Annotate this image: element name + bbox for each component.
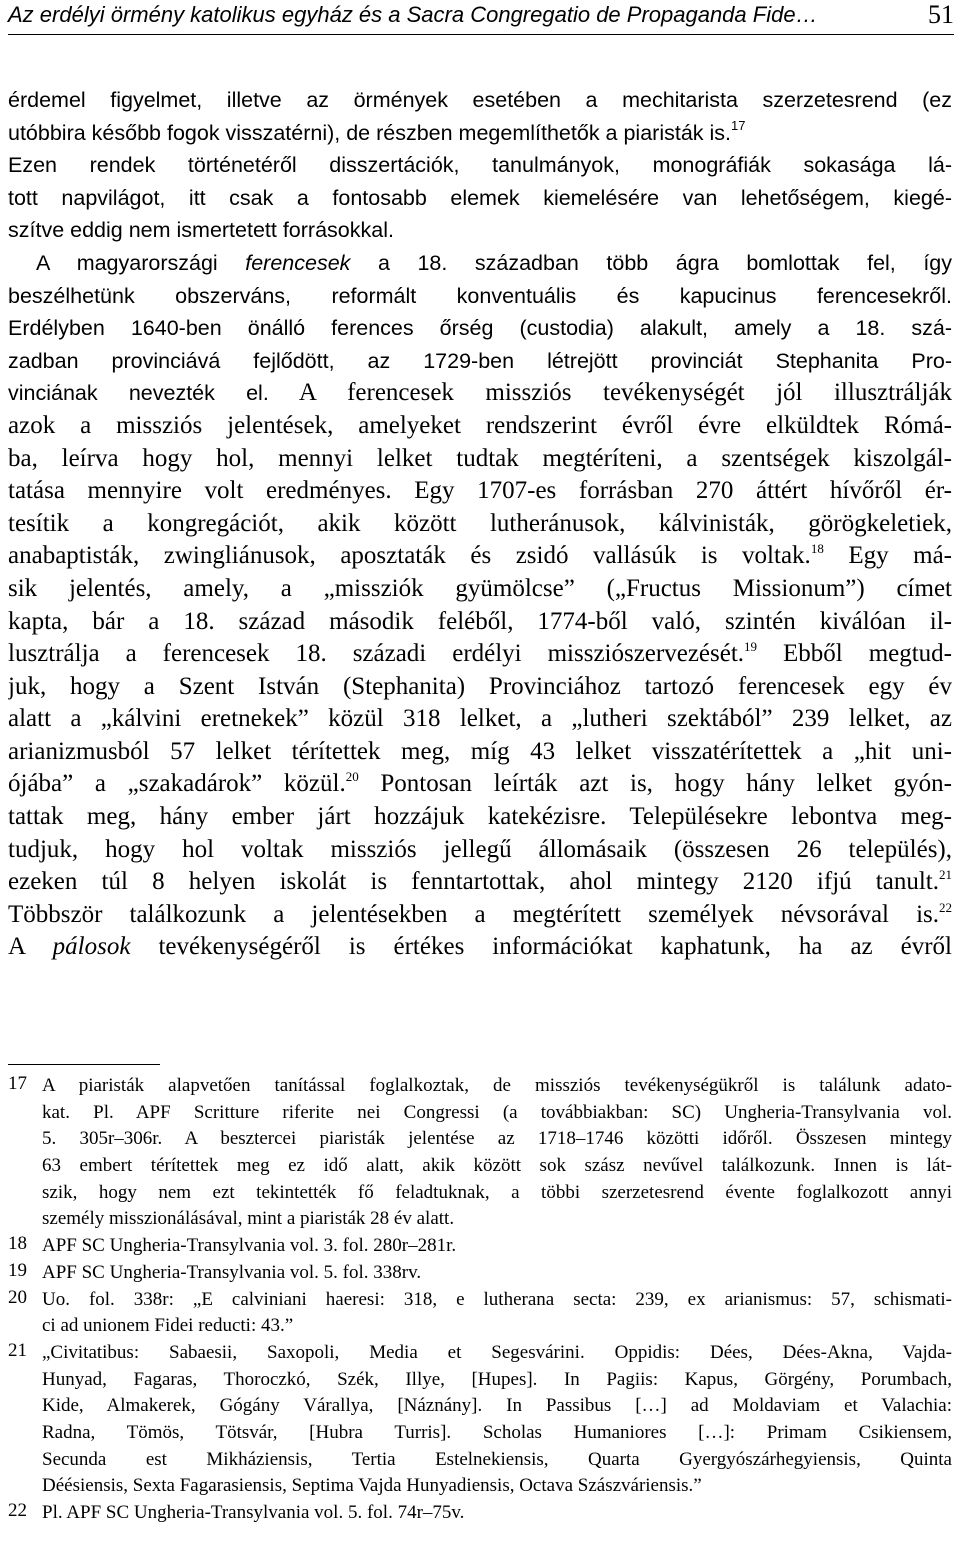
emphasis-ferencesek: ferencesek [245,250,351,275]
footnote-ref-20[interactable]: 20 [345,769,359,785]
footnote-19 [8,1260,952,1287]
running-header [8,0,954,35]
footnote-ref-17[interactable]: 17 [731,117,746,133]
text-line: vinciának nevezték el. A ferencesek missziós tevékenységét jól illusztrálják [8,379,952,407]
footnote-number: 19 [8,1259,27,1281]
text-line: szítve eddig nem ismertetett forrásokkal. [8,218,394,243]
footnote-line: A piaristák alapvetően tanítással foglalkoztak, de missziós tevékenységükről is találunk adato- [42,1075,952,1096]
footnote-line: kat. Pl. APF Scritture riferite nei Congressi (a továbbiakban: SC) Ungheria-Transylvania vol. [42,1101,952,1123]
footnote-21 [8,1340,952,1500]
footnote-number: 17 [8,1073,27,1094]
footnote-line: APF SC Ungheria-Transylvania vol. 5. fol. 338rv. [42,1261,422,1283]
text-line: ezeken túl 8 helyen iskolát is fenntartottak, ahol mintegy 2120 ifjú tanult.$^{21}$ [8,867,952,896]
text-line: tatása mennyire volt eredményes. Egy 1707-es forrásban 270 áttért hívőről ér- [8,477,952,505]
text-line: ba, leírva hogy hol, mennyi lelket tudtak megtéríteni, a szentségek kiszolgál- [8,444,952,472]
footnote-ref-19[interactable]: 19 [744,639,758,655]
text-line: tott napvilágot, itt csak a fontosabb elemek kiemelésére van lehetőségem, kiegé- [8,185,952,210]
footnote-number: 20 [8,1286,27,1308]
text-line: juk, hogy a Szent István (Stephanita) Provinciához tartozó ferencesek egy év [8,672,952,700]
footnote-22 [8,1500,952,1527]
footnote-ref-18[interactable]: 18 [810,541,824,557]
footnote-line: személy misszionálásával, mint a piaristák 28 év alatt. [42,1208,455,1230]
text-line: tudjuk, hogy hol voltak missziós jellegű állomásaik (összesen 26 település), [8,835,952,863]
emphasis-palosok: pálosok [52,933,131,961]
text-line: sik jelentés, amely, a „missziók gyümölcse” („Fructus Missionum”) címet [8,574,952,602]
text-line: tattak meg, hány ember járt hozzájuk katekézisre. Településekre lebontva meg- [8,803,952,831]
text-line: anabaptisták, zwingliánusok, aposztaták és zsidó vallásúk is voltak.$^{18}$ Egy má- [8,541,952,570]
footnote-18 [8,1233,952,1260]
footnote-line: Kide, Almakerek, Gógány Várallya, [Náznány]. In Passibus […] ad Moldaviam et Valachia: [42,1395,952,1417]
text-line: Erdélyben 1640-ben önálló ferences őrség (custodia) alakult, amely a 18. szá- [8,316,952,341]
footnote-line: Déésiensis, Sexta Fagarasiensis, Septima Vajda Hunyadiensis, Octava Szászváriensis.” [42,1475,702,1497]
text-line: A magyarországi ferencesek a 18. században több ágra bomlottak fel, így [36,250,952,275]
footnote-line: APF SC Ungheria-Transylvania vol. 3. fol. 280r–281r. [42,1235,457,1257]
text-line: ójába” a „szakadárok” közül.$^{20}$ Pontosan leírták azt is, hogy hány lelket gyón- [8,769,952,798]
text-line: érdemel figyelmet, illetve az örmények esetében a mechitarista szerzetesrend (ez [8,88,952,112]
footnotes [8,1073,952,1527]
text-line: utóbbira később fogok visszatérni), de részben megemlíthetők a piaristák is.$^{17}$ [8,117,746,145]
footnote-line: Radna, Tömös, Tötsvár, [Hubra Turris]. Scholas Humaniores […]: Primam Csikiensem, [42,1421,952,1443]
footnote-20 [8,1287,952,1340]
text-line: arianizmusból 57 lelket térítettek meg, míg 43 lelket visszatérítettek a „hit uni- [8,737,952,765]
footnote-line: „Civitatibus: Sabaesii, Saxopoli, Media et Segesvárini. Oppidis: Dées, Dées-Akna, Vajda- [42,1341,952,1363]
footnote-number: 21 [8,1339,27,1361]
text-line: Többször találkozunk a jelentésekben a megtérített személyek névsorával is.$^{22}$ [8,899,952,928]
text-line: tesítik a kongregációt, akik között lutheránusok, kálvinisták, görögkeletiek, [8,509,952,537]
main-text [8,84,952,964]
text-line: azok a missziós jelentések, amelyeket rendszerint évről évre elküldtek Rómá- [8,411,952,439]
text-line: lusztrálja a ferencesek 18. századi erdélyi missziószervezését.$^{19}$ Ebből megtud- [8,639,952,668]
footnote-number: 22 [8,1500,27,1521]
footnote-line: Uo. fol. 338r: „E calviniani haeresi: 318, e lutherana secta: 239, ex arianismus: 57, schismati- [42,1288,952,1310]
footnote-line: ci ad unionem Fidei reducti: 43.” [42,1315,294,1337]
footnote-line: Hunyad, Fagaras, Thoroczkó, Szék, Illye, [Hupes]. In Pagiis: Kapus, Görgény, Porumbach, [42,1368,952,1390]
text-line: beszélhetünk obszerváns, reformált konventuális és kapucinus ferencesekről. [8,283,952,308]
footnote-line: Secunda est Mikháziensis, Tertia Estelnekiensis, Quarta Gyergyószárhegyiensis, Quinta [42,1448,952,1470]
running-title: Az erdélyi örmény katolikus egyház és a Sacra Congregatio de Propaganda Fide… [8,2,818,27]
footnote-separator [8,1064,160,1065]
footnote-line: 5. 305r–306r. A besztercei piaristák jelentése az 1718–1746 közötti időről. Összesen mintegy [42,1128,952,1150]
text-line: kapta, bár a 18. század második feléből, 1774-ből való, szintén kiválóan il- [8,607,952,635]
text-line: A pálosok tevékenységéről is értékes információkat kaphatunk, ha az évről [8,933,952,961]
footnote-line: Pl. APF SC Ungheria-Transylvania vol. 5. fol. 74r–75v. [42,1502,465,1523]
text-line: Ezen rendek történetéről disszertációk, tanulmányok, monográfiák sokasága lá- [8,153,952,178]
footnote-ref-21[interactable]: 21 [939,867,952,883]
text-line: zadban provinciává fejlődött, az 1729-ben létrejött provinciát Stephanita Pro- [8,348,952,373]
footnote-line: szik, hogy nem ezt tekintették fő feladtuknak, a többi szerzetesrend évente foglalkozott annyi [42,1181,952,1203]
footnote-number: 18 [8,1233,27,1255]
page-number: 51 [928,0,954,29]
footnote-17 [8,1073,952,1233]
footnote-line: 63 embert térítettek meg ez idő alatt, akik között sok szász nevűvel találkozunk. Innen is lát- [42,1155,952,1177]
footnote-ref-22[interactable]: 22 [939,899,952,915]
text-line: alatt a „kálvini eretnekek” közül 318 lelket, a „lutheri szektából” 239 lelket, az [8,705,952,733]
